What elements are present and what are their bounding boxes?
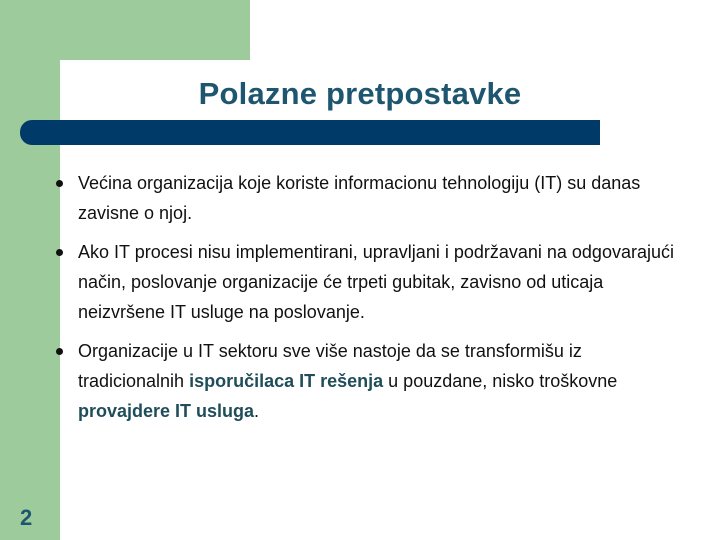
title-underline-bar (20, 120, 600, 145)
bullet-item (56, 336, 676, 426)
bullet-item (56, 237, 676, 327)
highlighted-term: provajdere IT usluga (78, 401, 255, 421)
bullet-text-part: . (254, 401, 260, 421)
bullet-list (56, 168, 676, 435)
left-accent-bar (0, 0, 60, 540)
top-accent-block (60, 0, 250, 60)
bullet-item (56, 168, 676, 228)
bullet-text: Ako IT procesi nisu implementirani, upravljani i podržavani na odgovarajući način, poslovanje organizacije će trpeti gubitak, zavisno od uticaja neizvršene IT usluge na poslovanje. (78, 242, 674, 322)
bullet-text-part: Organizacije u IT sektoru sve više nastoje da se transformišu iz tradicionalnih (78, 341, 582, 391)
bullet-dot-icon (56, 249, 63, 256)
highlighted-term: isporučilaca IT rešenja (189, 371, 384, 391)
bullet-text-part: u pouzdane, nisko troškovne (383, 371, 618, 391)
bullet-text: Većina organizacija koje koriste informacionu tehnologiju (IT) su danas zavisne o njoj. (78, 173, 641, 223)
bullet-dot-icon (56, 348, 63, 355)
page-number: 2 (20, 505, 33, 530)
slide-title: Polazne pretpostavke (198, 76, 522, 111)
bullet-dot-icon (56, 180, 63, 187)
